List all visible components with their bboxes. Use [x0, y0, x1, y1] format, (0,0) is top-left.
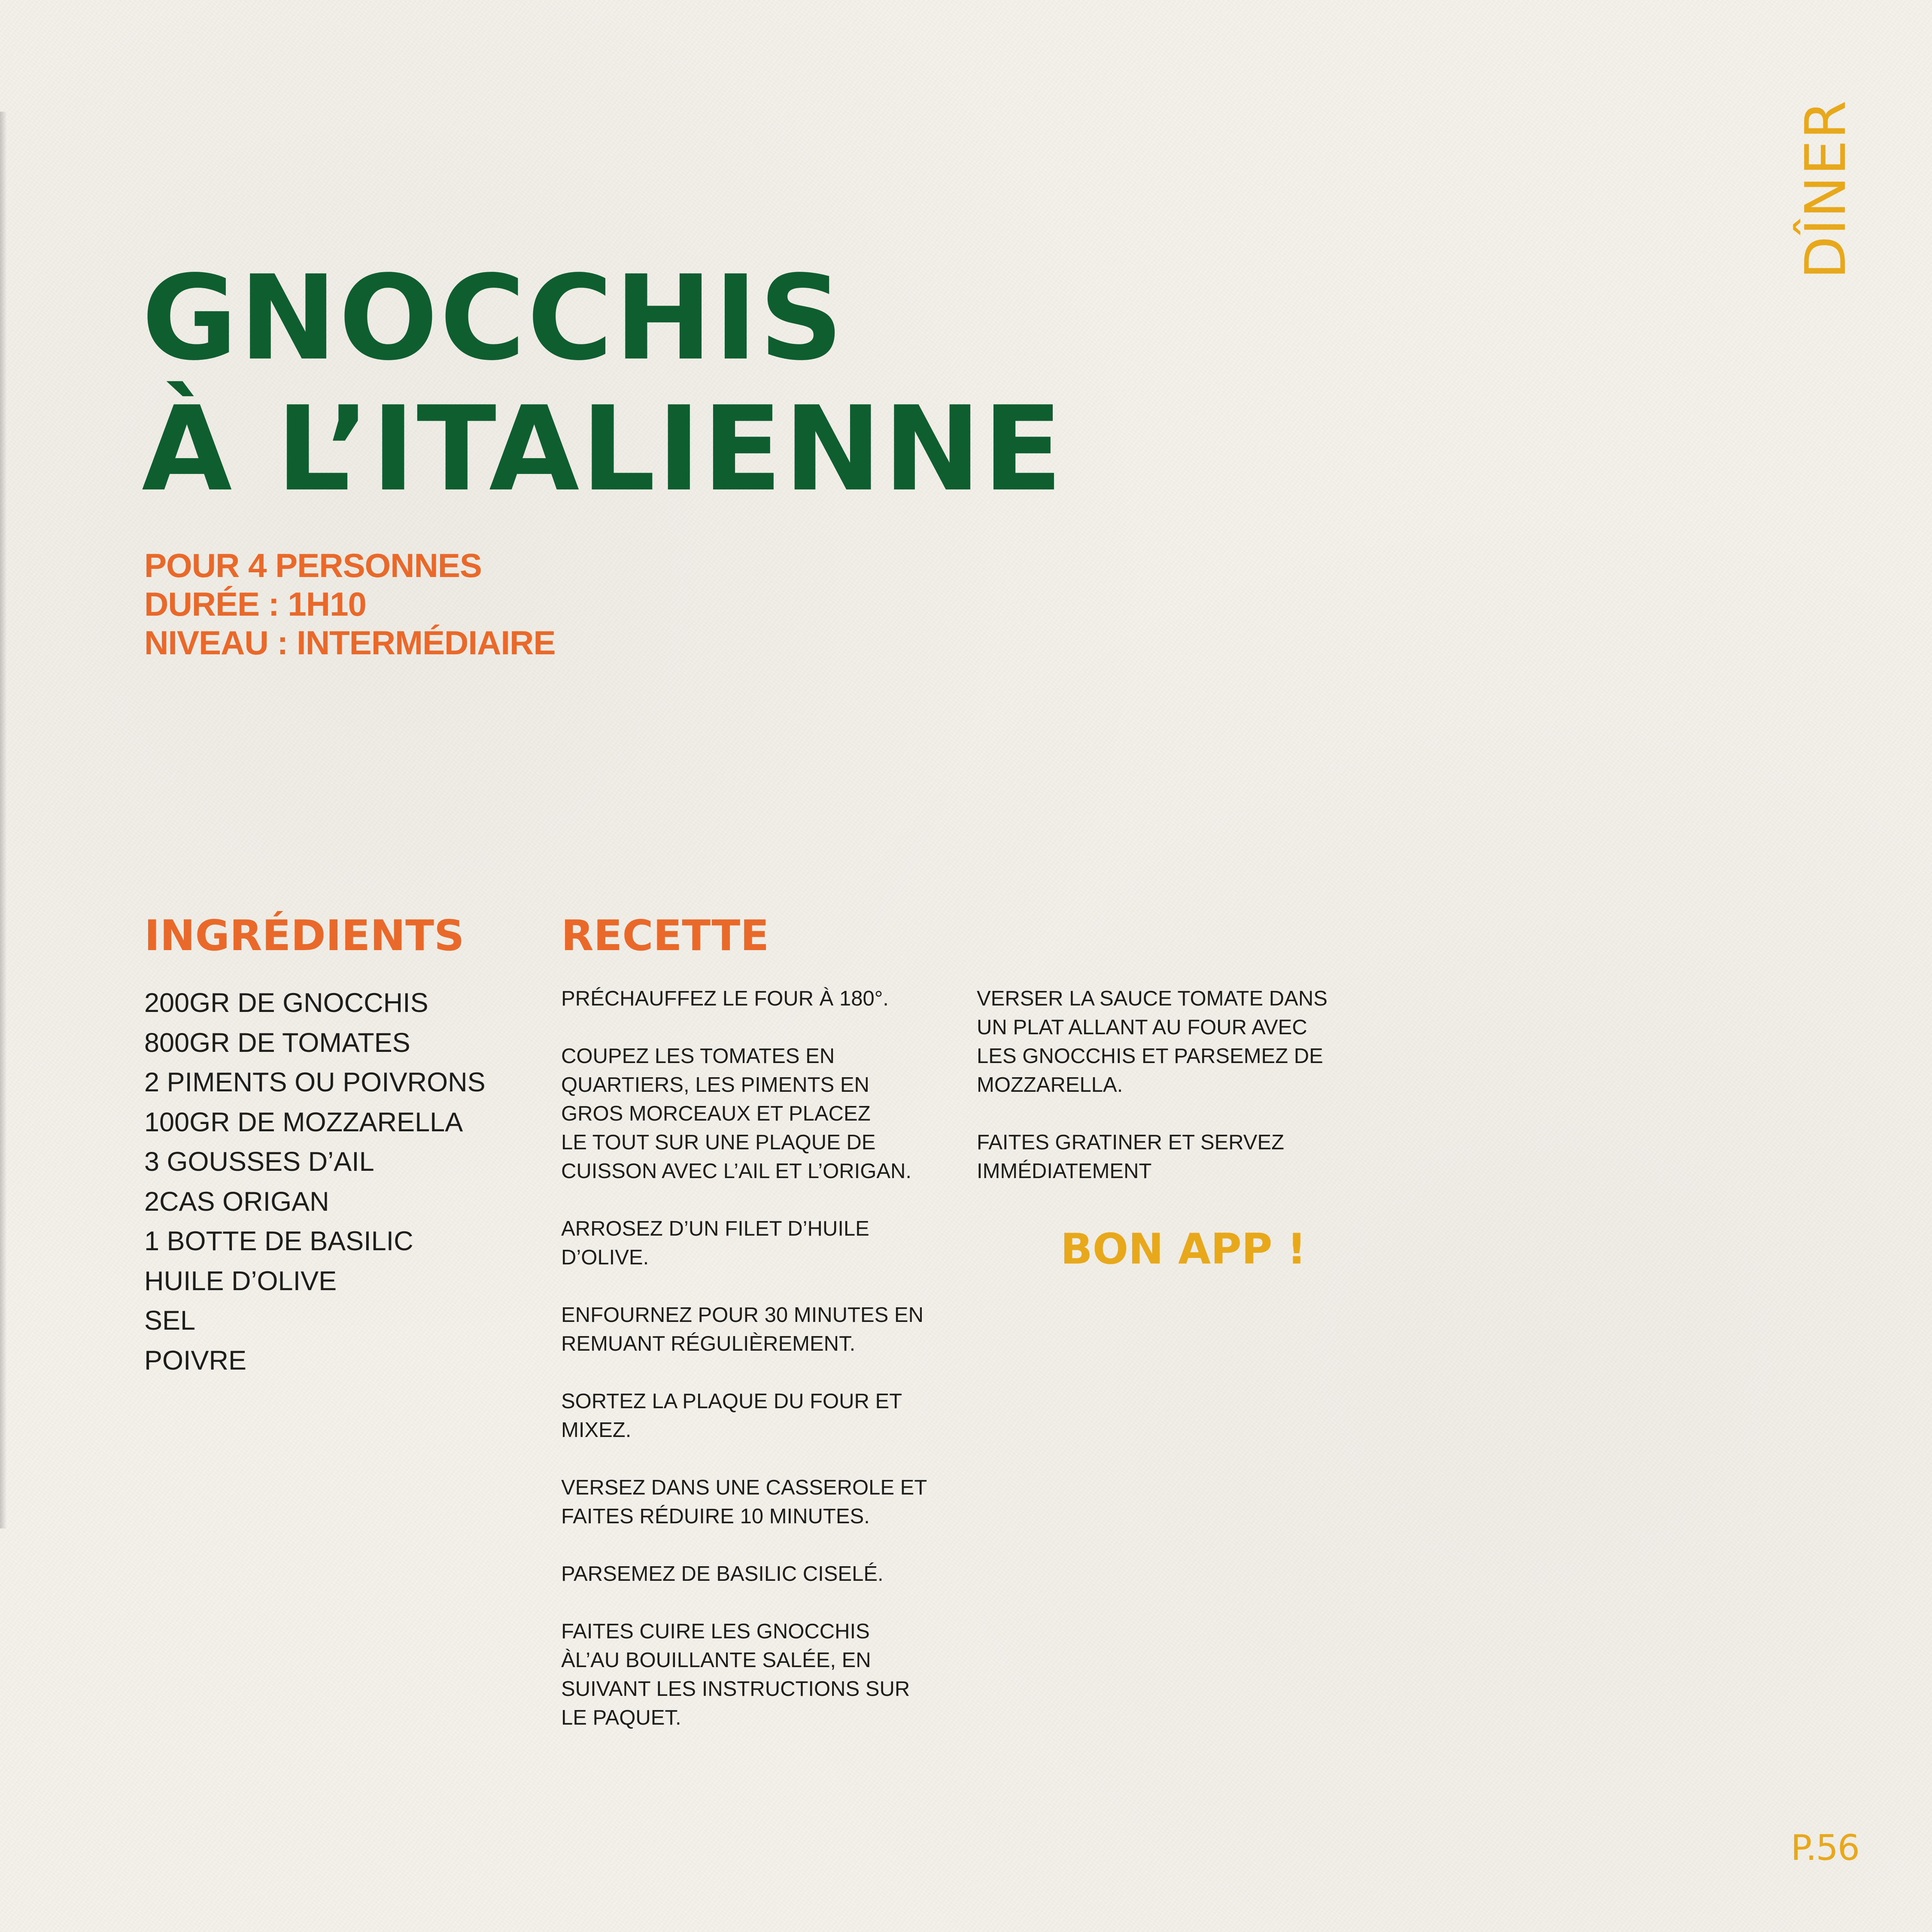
ingredient-item: POIVRE	[144, 1345, 247, 1376]
section-tab-label: DÎNER	[1793, 99, 1858, 279]
ingredient-item: SEL	[144, 1306, 196, 1336]
ingredients-list	[144, 983, 486, 1380]
ingredient-item: 100GR DE MOZZARELLA	[144, 1107, 463, 1137]
section-tab	[1795, 56, 1856, 279]
recipe-step: VERSER LA SAUCE TOMATE DANS UN PLAT ALLANT AU FOUR AVEC LES GNOCCHIS ET PARSEMEZ DE MOZZARELLA.	[977, 987, 1327, 1097]
ingredient-item: 2CAS ORIGAN	[144, 1186, 329, 1217]
servings-text: POUR 4 PERSONNES	[144, 547, 482, 584]
duration-text: DURÉE : 1H10	[144, 585, 366, 623]
recipe-title-line-1: GNOCCHIS	[142, 251, 845, 386]
recipe-step: PARSEMEZ DE BASILIC CISELÉ.	[561, 1562, 884, 1586]
ingredient-item: 200GR DE GNOCCHIS	[144, 988, 428, 1018]
ingredient-item: 800GR DE TOMATES	[144, 1027, 410, 1058]
recipe-step: SORTEZ LA PLAQUE DU FOUR ET MIXEZ.	[561, 1390, 902, 1442]
recipe-step: ARROSEZ D’UN FILET D’HUILE D’OLIVE.	[561, 1217, 869, 1269]
ingredient-item: 1 BOTTE DE BASILIC	[144, 1226, 413, 1256]
recipe-title-line-2: À L’ITALIENNE	[142, 382, 1064, 517]
recipe-steps-column-1	[561, 984, 960, 1761]
recipe-heading: RECETTE	[561, 911, 769, 960]
page-number: P.56	[1790, 1828, 1859, 1868]
sign-off: BON APP !	[1060, 1225, 1306, 1274]
ingredient-item: 3 GOUSSES D’AIL	[144, 1147, 374, 1177]
level-text: NIVEAU : INTERMÉDIAIRE	[144, 624, 556, 662]
page-edge-shadow	[0, 112, 7, 1528]
ingredient-item: 2 PIMENTS OU POIVRONS	[144, 1067, 486, 1097]
recipe-step: PRÉCHAUFFEZ LE FOUR À 180°.	[561, 987, 889, 1010]
recipe-step: COUPEZ LES TOMATES EN QUARTIERS, LES PIMENTS EN GROS MORCEAUX ET PLACEZ LE TOUT SUR UNE PLAQUE DE CUISSON AVEC L’AIL ET L’ORIGAN.	[561, 1045, 912, 1183]
recipe-step: FAITES GRATINER ET SERVEZ IMMÉDIATEMENT	[977, 1131, 1285, 1183]
recipe-meta	[144, 546, 555, 662]
ingredient-item: HUILE D’OLIVE	[144, 1266, 337, 1296]
recipe-title	[142, 253, 1064, 515]
recipe-step: VERSEZ DANS UNE CASSEROLE ET FAITES RÉDUIRE 10 MINUTES.	[561, 1476, 927, 1528]
recipe-steps-column-2	[977, 984, 1363, 1215]
recipe-step: ENFOURNEZ POUR 30 MINUTES EN REMUANT RÉGULIÈREMENT.	[561, 1303, 923, 1355]
recipe-step: FAITES CUIRE LES GNOCCHIS ÀL’AU BOUILLANTE SALÉE, EN SUIVANT LES INSTRUCTIONS SUR LE PAQUET.	[561, 1620, 910, 1729]
ingredients-heading: INGRÉDIENTS	[144, 911, 465, 960]
